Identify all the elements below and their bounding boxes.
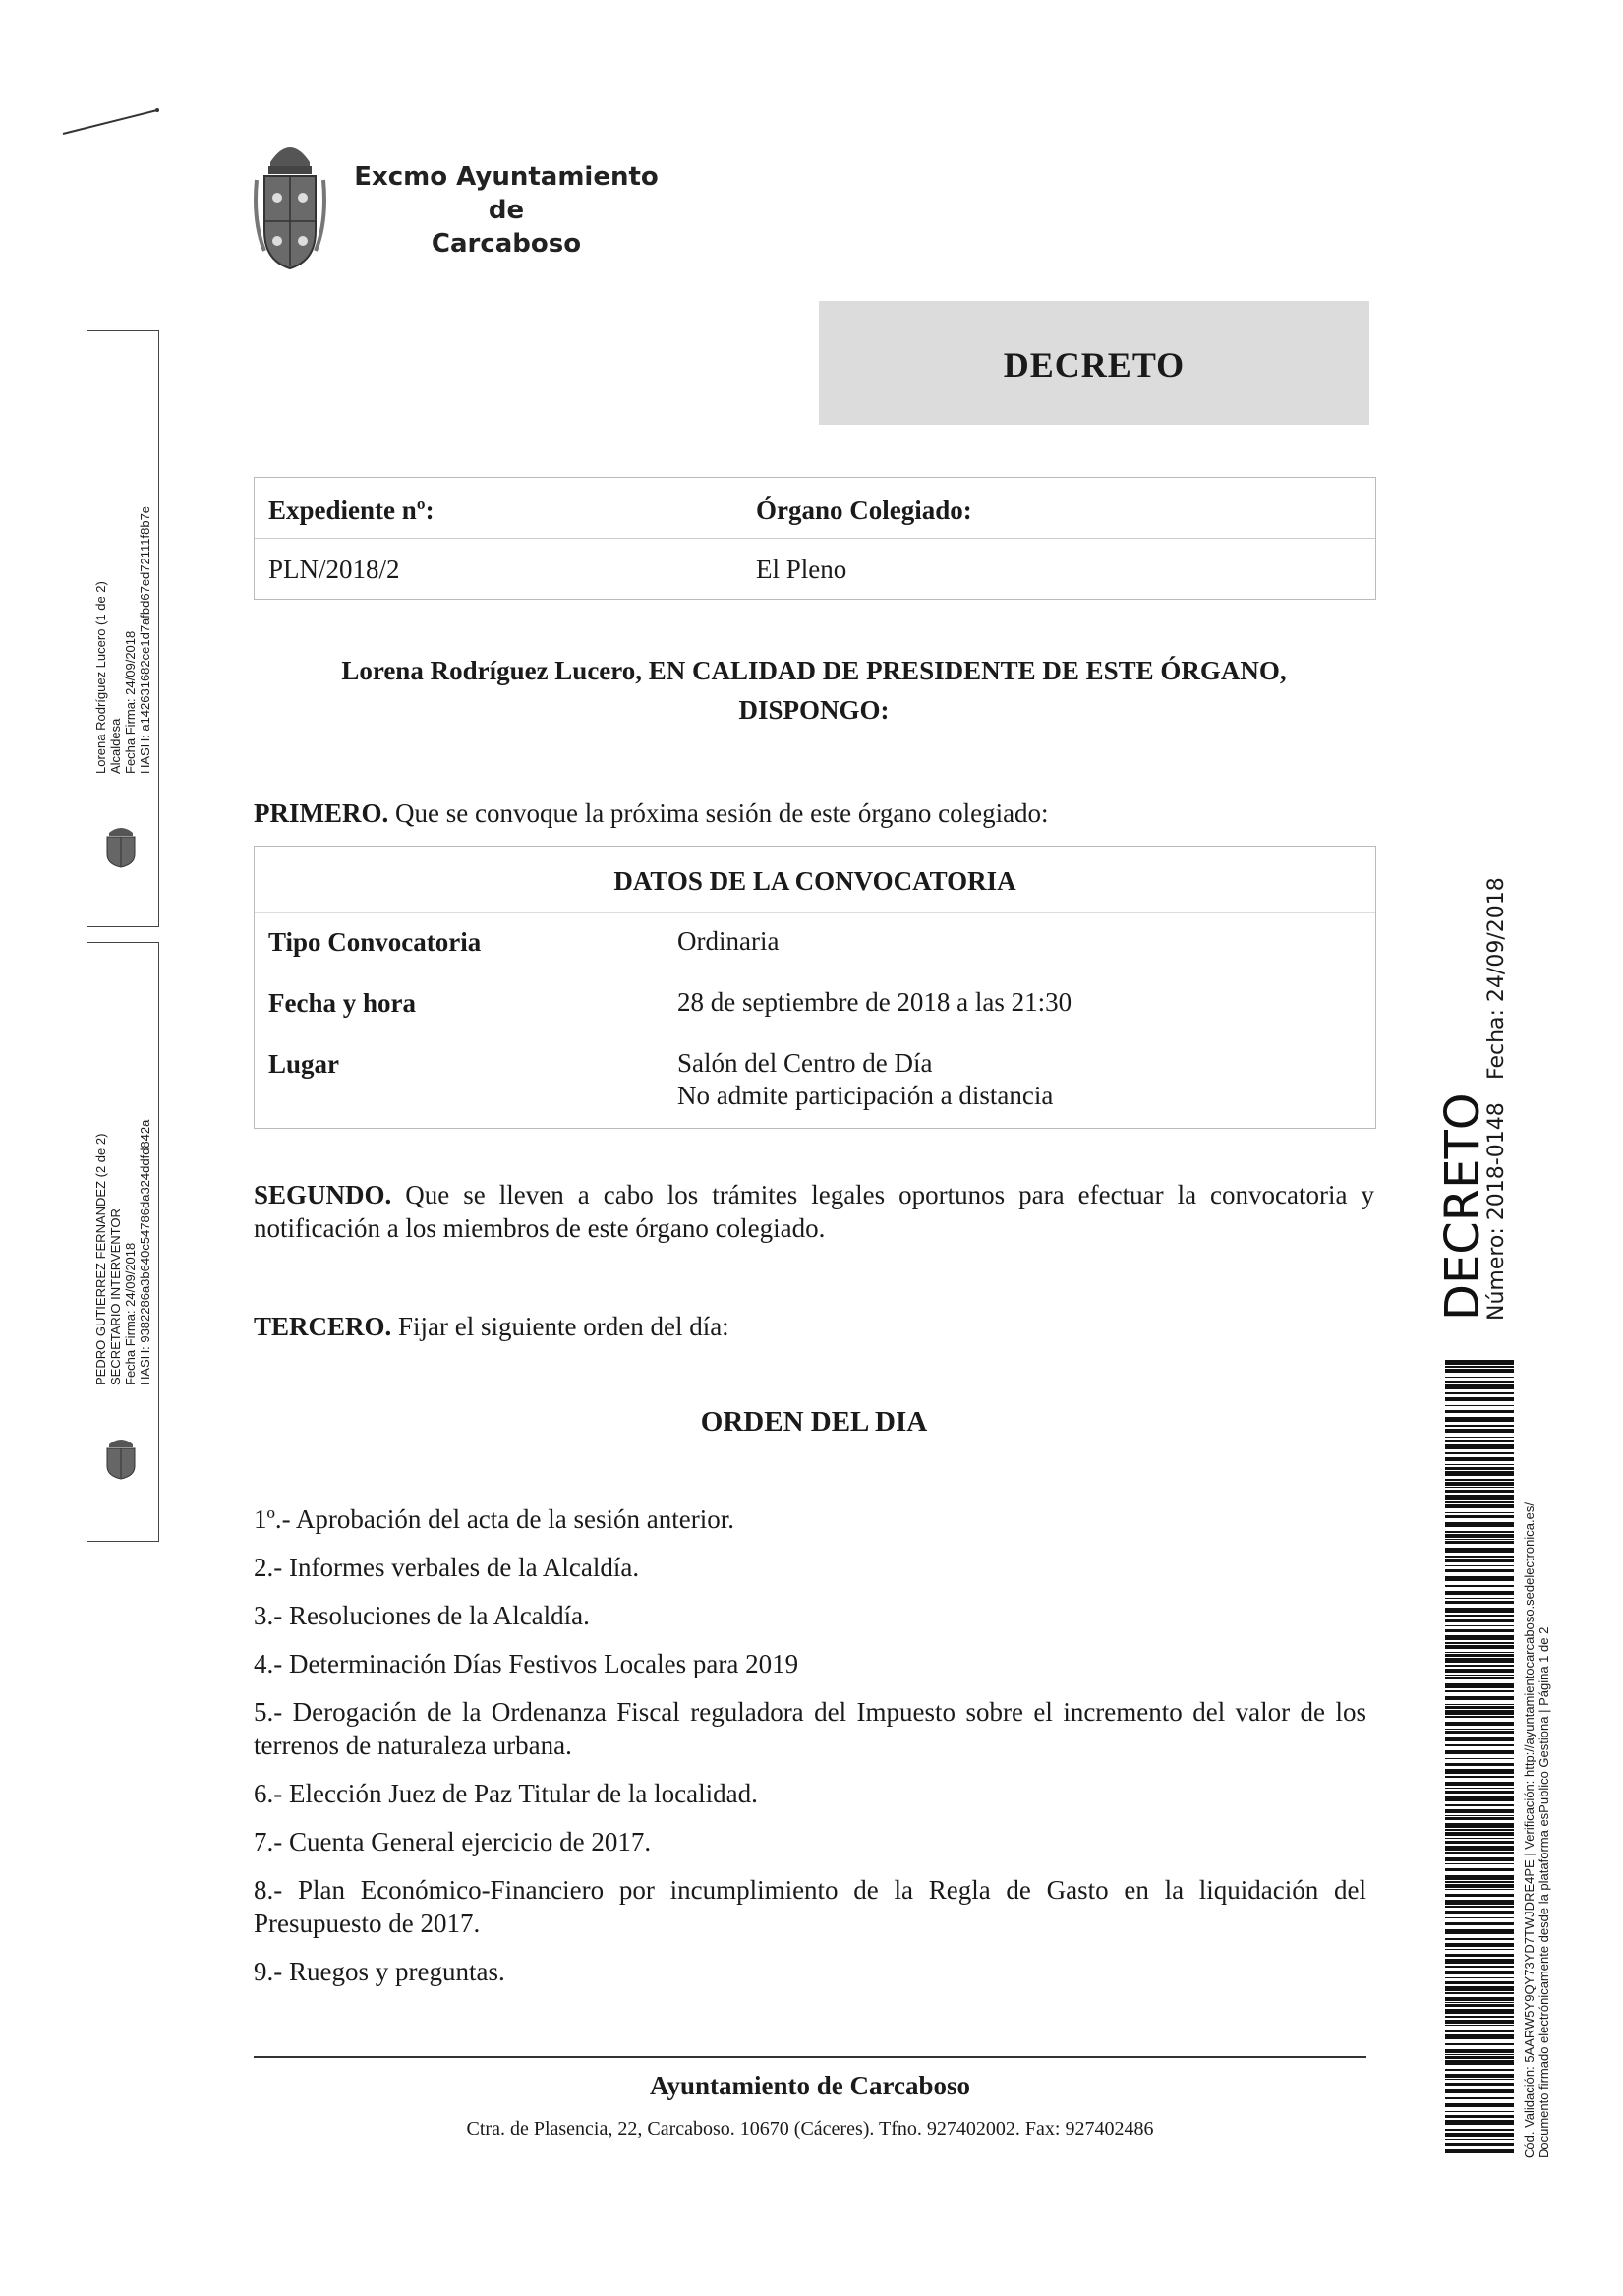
barcode-bar: [1445, 1444, 1514, 1449]
barcode-bar: [1445, 1791, 1514, 1794]
barcode-bar: [1445, 1846, 1514, 1851]
barcode-bar: [1445, 1397, 1514, 1401]
decreto-title-box: [819, 301, 1369, 425]
signature-2-name: PEDRO GUTIERREZ FERNANDEZ (2 de 2): [93, 1133, 108, 1385]
barcode-bar: [1445, 1763, 1514, 1766]
barcode-bar: [1445, 1823, 1514, 1828]
barcode-bar: [1445, 1949, 1514, 1950]
barcode-bar: [1445, 1425, 1514, 1427]
barcode-bar: [1445, 2074, 1514, 2078]
footer-address: Ctra. de Plasencia, 22, Carcaboso. 10670 (Cáceres). Tfno. 927402002. Fax: 927402486: [466, 2118, 1154, 2140]
tipo-value: Ordinaria: [677, 926, 780, 956]
barcode-bar: [1445, 2002, 1514, 2003]
barcode-bar: [1445, 1696, 1514, 1700]
barcode-bar: [1445, 1868, 1514, 1871]
agenda-item: 9.- Ruegos y preguntas.: [254, 1957, 505, 1986]
barcode-bar: [1445, 1954, 1514, 1957]
barcode-bar: [1445, 1384, 1514, 1389]
header-line2: de: [488, 196, 525, 225]
barcode-bar: [1445, 1541, 1514, 1544]
barcode-bar: [1445, 1490, 1514, 1493]
barcode-bar: [1445, 1804, 1514, 1806]
divider: [255, 538, 1375, 539]
barcode-bar: [1445, 2079, 1514, 2080]
barcode-bar: [1445, 1744, 1514, 1746]
barcode-bar: [1445, 1881, 1514, 1883]
barcode-bar: [1445, 2004, 1514, 2007]
barcode-bar: [1445, 2103, 1514, 2107]
barcode-bar: [1445, 1929, 1514, 1934]
barcode-bar: [1445, 1729, 1514, 1730]
signature-1-hash: HASH: a142631682ce1d7afbd67ed72111f8b7e: [138, 505, 152, 774]
lugar-value-line2: No admite participación a distancia: [677, 1081, 1054, 1110]
barcode-bar: [1445, 1417, 1514, 1422]
barcode-bar: [1445, 1677, 1514, 1679]
barcode-bar: [1445, 2056, 1514, 2059]
signature-1-role: Alcaldesa: [108, 718, 123, 774]
barcode-bar: [1445, 1452, 1514, 1454]
barcode-bar: [1445, 1360, 1514, 1365]
barcode-bar: [1445, 1889, 1514, 1890]
presidente-line1: Lorena Rodríguez Lucero, EN CALIDAD DE PRESIDENTE DE ESTE ÓRGANO,: [341, 656, 1287, 685]
barcode-bar: [1445, 1863, 1514, 1864]
barcode-bar: [1445, 1722, 1514, 1726]
barcode-bar: [1445, 1464, 1514, 1465]
barcode-bar: [1445, 1598, 1514, 1599]
barcode-bar: [1445, 1769, 1514, 1774]
barcode-bar: [1445, 2083, 1514, 2086]
barcode-bar: [1445, 2097, 1514, 2099]
fecha-value: 28 de septiembre de 2018 a las 21:30: [677, 987, 1072, 1017]
signature-1-date: Fecha Firma: 24/09/2018: [123, 630, 138, 774]
barcode-bar: [1445, 1539, 1514, 1540]
agenda-item: 1º.- Aprobación del acta de la sesión anterior.: [254, 1504, 734, 1534]
lugar-value: [677, 1047, 1053, 1112]
segundo-label: SEGUNDO.: [254, 1180, 392, 1209]
expediente-value: PLN/2018/2: [268, 555, 400, 584]
barcode-bar: [1445, 2120, 1514, 2125]
barcode-bar: [1445, 1515, 1514, 1518]
signature-2-date: Fecha Firma: 24/09/2018: [123, 1242, 138, 1385]
barcode-bar: [1445, 1369, 1514, 1373]
barcode-bar: [1445, 1645, 1514, 1649]
barcode-bar: [1445, 2049, 1514, 2053]
barcode-bar: [1445, 1531, 1514, 1533]
barcode-bar: [1445, 2143, 1514, 2146]
barcode-bar: [1445, 2115, 1514, 2118]
lugar-label: Lugar: [268, 1049, 340, 1079]
barcode-bar: [1445, 1559, 1514, 1562]
barcode-bar: [1445, 1922, 1514, 1925]
agenda-item: 5.- Derogación de la Ordenanza Fiscal reguladora del Impuesto sobre el incremento del valor de los terrenos de naturaleza urbana.: [254, 1697, 1366, 1760]
barcode-bar: [1445, 2089, 1514, 2093]
agenda-item: 8.- Plan Económico-Financiero por incumplimiento de la Regla de Gasto en la liquidación del Presupuesto de 2017.: [254, 1875, 1366, 1938]
footer-divider: [254, 2056, 1366, 2058]
primero-text: Que se convoque la próxima sesión de este órgano colegiado:: [388, 798, 1049, 828]
barcode-bar: [1445, 1440, 1514, 1442]
barcode-bar: [1445, 1512, 1514, 1513]
coat-of-arms-icon: [101, 1435, 141, 1480]
presidente-line2: DISPONGO:: [738, 695, 890, 725]
signature-panel-1: [87, 330, 159, 927]
barcode-bar: [1445, 1977, 1514, 1978]
barcode-bar: [1445, 1629, 1514, 1632]
barcode-bar: [1445, 2111, 1514, 2112]
barcode-bar: [1445, 1548, 1514, 1553]
lugar-value-line1: Salón del Centro de Día: [677, 1048, 933, 1078]
barcode-bar: [1445, 1815, 1514, 1816]
fecha-label: Fecha y hora: [268, 988, 416, 1018]
segundo-text: Que se lleven a cabo los trámites legales oportunos para efectuar la convocatoria y notificación a los miembros de este órgano colegiado.: [254, 1180, 1374, 1243]
barcode-bar: [1445, 1601, 1514, 1604]
orden-del-dia-title: ORDEN DEL DIA: [700, 1406, 928, 1438]
barcode-bar: [1445, 1971, 1514, 1974]
barcode-bar: [1445, 2133, 1514, 2137]
barcode-bar: [1445, 1482, 1514, 1486]
barcode-bar: [1445, 1750, 1514, 1754]
barcode-bar: [1445, 1635, 1514, 1640]
barcode-bar: [1445, 1405, 1514, 1406]
barcode-bar: [1445, 1683, 1514, 1688]
barcode-bar: [1445, 1894, 1514, 1897]
signature-2-role: SECRETARIO INTERVENTOR: [108, 1208, 123, 1385]
barcode-bar: [1445, 2009, 1514, 2014]
header-line3: Carcaboso: [431, 229, 582, 259]
barcode-bar: [1445, 1366, 1514, 1368]
side-fecha: Fecha: 24/09/2018: [1484, 877, 1509, 1080]
barcode-bar: [1445, 1457, 1514, 1461]
barcode-bar: [1445, 1986, 1514, 1991]
divider: [255, 912, 1375, 913]
presidente-statement: [254, 651, 1374, 730]
tercero-label: TERCERO.: [254, 1312, 392, 1341]
barcode-bar: [1445, 2020, 1514, 2024]
organo-label: Órgano Colegiado:: [756, 496, 972, 525]
expediente-box: [254, 477, 1376, 600]
barcode-bar: [1445, 1392, 1514, 1394]
barcode-bar: [1445, 2149, 1514, 2153]
coat-of-arms-icon: [251, 133, 329, 280]
barcode-bar: [1445, 1716, 1514, 1718]
barcode-bar: [1445, 1410, 1514, 1413]
agenda-item: 2.- Informes verbales de la Alcaldía.: [254, 1553, 640, 1582]
barcode-bar: [1445, 2069, 1514, 2071]
barcode-bar: [1445, 1569, 1514, 1572]
barcode-bar: [1445, 1487, 1514, 1488]
barcode-bar: [1445, 1381, 1514, 1383]
letterhead: [251, 133, 703, 280]
agenda-list: [254, 1502, 1366, 2003]
tercero-paragraph: [254, 1310, 1374, 1343]
barcode-bar: [1445, 1782, 1514, 1786]
barcode-bar: [1445, 1642, 1514, 1644]
barcode-bar: [1445, 1495, 1514, 1500]
barcode-bar: [1445, 1906, 1514, 1908]
barcode-bar: [1445, 1665, 1514, 1667]
header-line1: Excmo Ayuntamiento: [354, 162, 659, 192]
barcode-bar: [1445, 1576, 1514, 1581]
barcode-bar: [1445, 1608, 1514, 1613]
signature-2-hash: HASH: 9382286a3b640c54786da324ddfd842a: [138, 1119, 152, 1385]
barcode-bar: [1445, 1959, 1514, 1964]
coat-of-arms-icon: [101, 823, 141, 868]
barcode-bar: [1445, 1690, 1514, 1692]
municipality-name: [344, 160, 668, 261]
barcode-bar: [1445, 1758, 1514, 1759]
barcode-bar: [1445, 1943, 1514, 1947]
barcode-bar: [1445, 1471, 1514, 1476]
barcode-bar: [1445, 2129, 1514, 2131]
barcode-bar: [1445, 2054, 1514, 2055]
barcode-bar: [1445, 2030, 1514, 2032]
barcode-bar: [1445, 1776, 1514, 1778]
convocatoria-title: DATOS DE LA CONVOCATORIA: [613, 866, 1016, 896]
barcode-bar: [1445, 1857, 1514, 1861]
barcode-bar: [1445, 1917, 1514, 1918]
barcode-bar: [1445, 2034, 1514, 2039]
barcode-bar: [1445, 1619, 1514, 1622]
segundo-paragraph: [254, 1178, 1374, 1245]
barcode-bar: [1445, 1829, 1514, 1831]
barcode-bar: [1445, 1796, 1514, 1801]
barcode-bar: [1445, 1704, 1514, 1705]
barcode-bar: [1445, 1437, 1514, 1438]
barcode-bar: [1445, 2043, 1514, 2045]
signature-1-text: [93, 506, 152, 774]
barcode-bar: [1445, 1992, 1514, 1994]
barcode-bar: [1445, 1841, 1514, 1844]
barcode-bar: [1445, 1875, 1514, 1880]
barcode-bar: [1445, 1838, 1514, 1839]
barcode-bar: [1445, 1556, 1514, 1558]
primero-paragraph: [254, 796, 1374, 830]
barcode-bar: [1445, 1675, 1514, 1676]
barcode-bar: [1445, 1852, 1514, 1854]
organo-value: El Pleno: [756, 555, 847, 584]
footer-name: Ayuntamiento de Carcaboso: [649, 2071, 970, 2100]
signature-1-name: Lorena Rodríguez Lucero (1 de 2): [93, 581, 108, 774]
tercero-text: Fijar el siguiente orden del día:: [391, 1312, 729, 1341]
document-title: DECRETO: [1003, 345, 1186, 384]
agenda-item: 3.- Resoluciones de la Alcaldía.: [254, 1601, 590, 1630]
barcode-bar: [1445, 1615, 1514, 1617]
barcode-bar: [1445, 1966, 1514, 1968]
barcode-bar: [1445, 1997, 1514, 2001]
barcode-bar: [1445, 1884, 1514, 1888]
barcode-bar: [1445, 1591, 1514, 1595]
barcode-bar: [1445, 1565, 1514, 1566]
barcode-bar: [1445, 1522, 1514, 1527]
agenda-item: 7.- Cuenta General ejercicio de 2017.: [254, 1827, 652, 1856]
signature-2-text: [93, 1120, 152, 1385]
barcode-bar: [1445, 2016, 1514, 2018]
barcode-bar: [1445, 1585, 1514, 1587]
agenda-item: 6.- Elección Juez de Paz Titular de la localidad.: [254, 1779, 758, 1808]
side-validation: Cód. Validación: 5AARW5Y9QY73YD7TWJDRE4PE | Verificación: http://ayuntamientocarcaboso.sedelectronica.es/: [1522, 1502, 1536, 2158]
convocatoria-box: [254, 846, 1376, 1129]
barcode-bar: [1445, 1832, 1514, 1836]
side-document-note: Documento firmado electrónicamente desde la plataforma esPublico Gestiona | Página 1 de 2: [1536, 1626, 1551, 2158]
signature-panel-2: [87, 942, 159, 1542]
barcode-bar: [1445, 1652, 1514, 1653]
barcode-bar: [1445, 1479, 1514, 1481]
barcode-bar: [1445, 1658, 1514, 1663]
barcode-bar: [1445, 1710, 1514, 1715]
primero-label: PRIMERO.: [254, 798, 389, 828]
side-validation-text: [1522, 1502, 1551, 2158]
barcode: [1445, 1360, 1514, 2156]
barcode-bar: [1445, 1669, 1514, 1673]
barcode-bar: [1445, 1625, 1514, 1626]
agenda-item: 4.- Determinación Días Festivos Locales para 2019: [254, 1649, 799, 1678]
barcode-bar: [1445, 1504, 1514, 1508]
barcode-bar: [1445, 1737, 1514, 1741]
barcode-bar: [1445, 1706, 1514, 1709]
barcode-bar: [1445, 1467, 1514, 1470]
expediente-label: Expediente nº:: [268, 496, 435, 525]
barcode-bar: [1445, 1938, 1514, 1940]
tipo-label: Tipo Convocatoria: [268, 927, 482, 957]
barcode-bar: [1445, 1900, 1514, 1905]
barcode-bar: [1445, 1911, 1514, 1914]
barcode-bar: [1445, 1817, 1514, 1820]
barcode-bar: [1445, 1534, 1514, 1538]
side-decreto-label: DECRETO: [1435, 1092, 1490, 1321]
barcode-bar: [1445, 1377, 1514, 1378]
barcode-bar: [1445, 1809, 1514, 1813]
barcode-bar: [1445, 1788, 1514, 1789]
barcode-bar: [1445, 2139, 1514, 2140]
side-numero: Número: 2018-0148: [1484, 1102, 1509, 1321]
barcode-bar: [1445, 1731, 1514, 1734]
barcode-bar: [1445, 2060, 1514, 2065]
barcode-bar: [1445, 1981, 1514, 1984]
barcode-bar: [1445, 1654, 1514, 1657]
barcode-bar: [1445, 1429, 1514, 1433]
pen-stroke-mark: [61, 106, 159, 136]
barcode-bar: [1445, 1501, 1514, 1503]
barcode-bar: [1445, 2025, 1514, 2026]
